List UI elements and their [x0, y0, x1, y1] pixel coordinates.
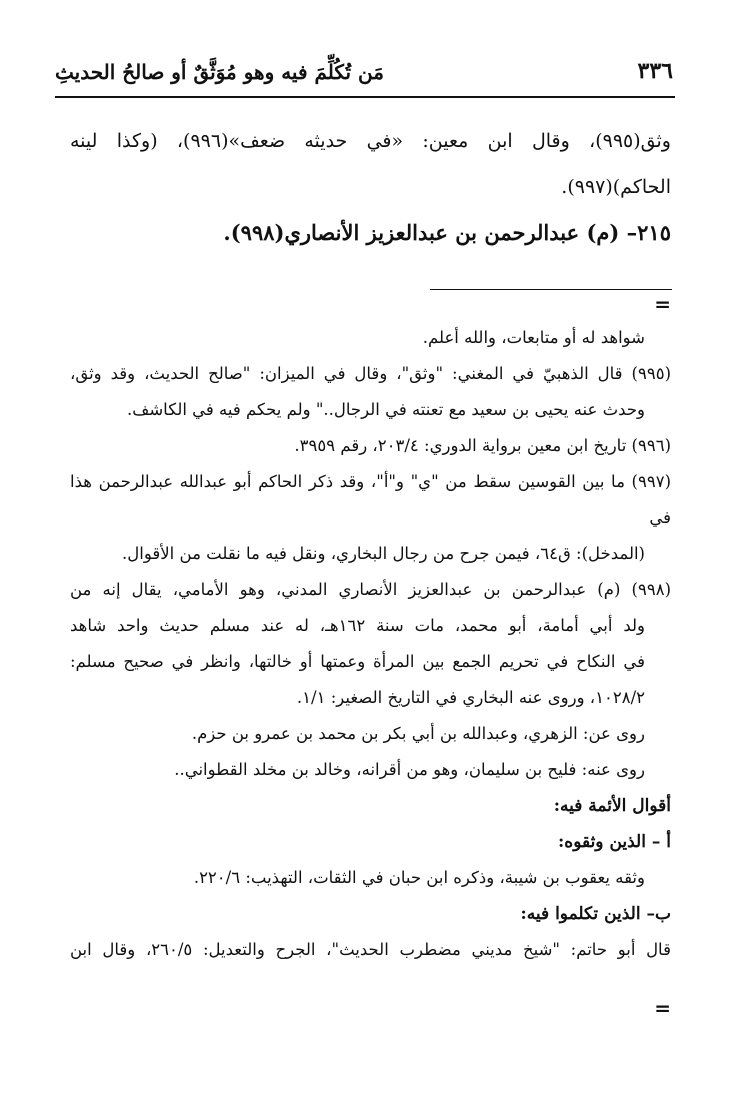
footnote-998-cont: في النكاح في تحريم الجمع بين المرأة وعمتها أو خالتها، وانظر في صحيح مسلم: — [70, 652, 645, 671]
footnote-995-cont: وحدث عنه يحيى بن سعيد مع تعنته في الرجال.." ولم يحكم فيه في الكاشف. — [127, 400, 645, 419]
main-text — [70, 118, 671, 210]
footnotes — [70, 320, 671, 968]
subsection-a-text: وثقه يعقوب بن شيبة، وذكره ابن حبان في الثقات، التهذيب: ٢٢٠/٦. — [193, 868, 645, 887]
footnote-998-narrated-by: روى عنه: فليح بن سليمان، وهو من أقرانه، وخالد بن مخلد القطواني.. — [174, 760, 645, 779]
continuation-mark: = — [654, 292, 671, 316]
page-header — [55, 58, 673, 92]
footnote-separator — [430, 289, 672, 290]
footnote-997-cont: (المدخل): ق٦٤، فيمن جرح من رجال البخاري، ونقل فيه ما نقلت من الأقوال. — [122, 544, 645, 563]
subsection-b-text: قال أبو حاتم: "شيخ مديني مضطرب الحديث"، الجرح والتعديل: ٢٦٠/٥، وقال ابن — [70, 940, 671, 959]
page-number: ٣٣٦ — [637, 58, 673, 84]
footnote-998-cont: ولد أبي أمامة، أبو محمد، مات سنة ١٦٢هـ، له عند مسلم حديث واحد شاهد — [70, 616, 645, 635]
running-title: مَن تُكُلِّمَ فيه وهو مُوَثَّقٌ أو صالحُ الحديثِ — [55, 60, 384, 84]
entry-heading: ٢١٥– (م) عبدالرحمن بن عبدالعزيز الأنصاري(٩٩٨). — [223, 220, 671, 245]
subsection-a-title: أ – الذين وثقوه: — [558, 832, 671, 852]
end-continuation-mark: = — [654, 996, 671, 1020]
main-text-line: الحاكم)(٩٩٧). — [561, 176, 671, 198]
footnote-998: (٩٩٨) (م) عبدالرحمن بن عبدالعزيز الأنصاري المدني، وهو الأمامي، يقال إنه من — [70, 580, 671, 599]
footnote-998-cont: ١٠٢٨/٢، وروى عنه البخاري في التاريخ الصغير: ١/١. — [296, 688, 645, 707]
subsection-b-title: ب– الذين تكلموا فيه: — [520, 904, 671, 924]
footnote-997: (٩٩٧) ما بين القوسين سقط من "ي" و"أ"، وقد ذكر الحاكم أبو عبدالله عبدالرحمن هذا في — [70, 472, 671, 527]
section-title: أقوال الأئمة فيه: — [553, 796, 671, 816]
footnote-continuation: شواهد له أو متابعات، والله أعلم. — [422, 328, 645, 347]
footnote-996: (٩٩٦) تاريخ ابن معين برواية الدوري: ٢٠٣/٤، رقم ٣٩٥٩. — [294, 436, 671, 455]
footnote-998-narrated-from: روى عن: الزهري، وعبدالله بن أبي بكر بن محمد بن عمرو بن حزم. — [191, 724, 645, 743]
main-text-line: وثق(٩٩٥)، وقال ابن معين: «في حديثه ضعف»(٩٩٦)، (وكذا لينه — [70, 130, 671, 152]
footnote-995: (٩٩٥) قال الذهبيّ في المغني: "وثق"، وقال في الميزان: "صالح الحديث، وقد وثق، — [70, 364, 671, 383]
header-rule — [55, 96, 675, 98]
